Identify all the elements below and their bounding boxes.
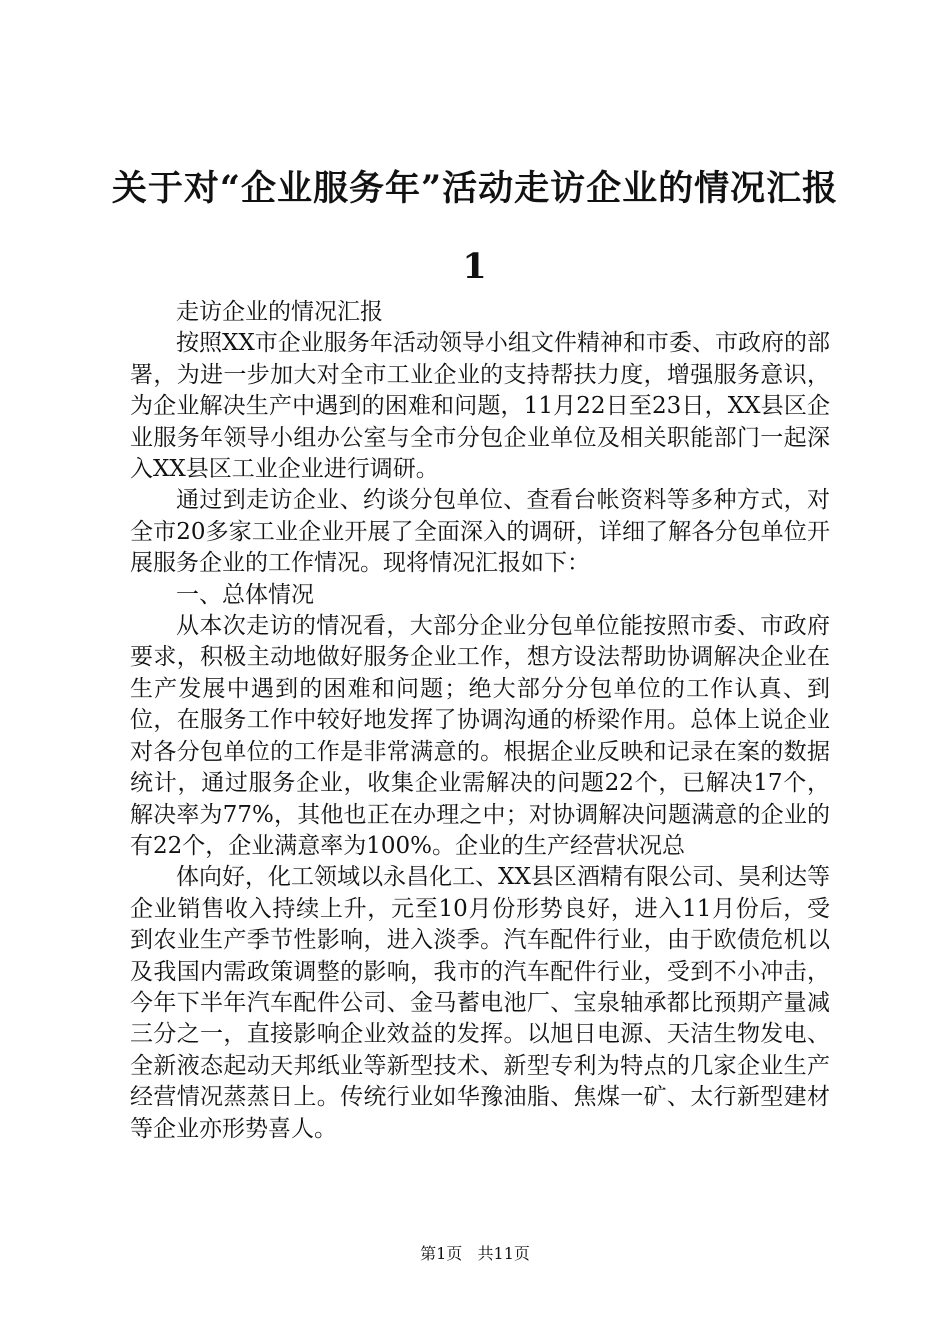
document-title: 关于对“企业服务年”活动走访企业的情况汇报1: [111, 168, 839, 287]
page-total: 共11页: [477, 1244, 530, 1263]
page-number: 第1页: [420, 1244, 463, 1263]
paragraph-industry: 体向好，化工领域以永昌化工、XX县区酒精有限公司、昊利达等企业销售收入持续上升，元至10月份形势良好，进入11月份后，受到农业生产季节性影响，进入淡季。汽车配件行业，由于欧债危机以及我国内需政策调整的影响，我市的汽车配件行业，受到不小冲击，今年下半年汽车配件公司、金马蓄电池厂、宝泉轴承都比预期产量减三分之一，直接影响企业效益的发挥。以旭日电源、天洁生物发电、全新液态起动天邦纸业等新型技术、新型专利为特点的几家企业生产经营情况蒸蒸日上。传统行业如华豫油脂、焦煤一矿、太行新型建材等企业亦形势喜人。: [130, 864, 830, 1142]
document-body: [130, 297, 830, 1145]
paragraph-overview: 从本次走访的情况看，大部分企业分包单位能按照市委、市政府要求，积极主动地做好服务企业工作，想方设法帮助协调解决企业在生产发展中遇到的困难和问题；绝大部分分包单位的工作认真、到位，在服务工作中较好地发挥了协调沟通的桥梁作用。总体上说企业对各分包单位的工作是非常满意的。根据企业反映和记录在案的数据统计，通过服务企业，收集企业需解决的问题22个，已解决17个，解决率为77%，其他也正在办理之中；对协调解决问题满意的企业的有22个，企业满意率为100%。企业的生产经营状况总: [130, 613, 830, 859]
page-footer: [0, 1243, 950, 1265]
paragraph-intro: 按照XX市企业服务年活动领导小组文件精神和市委、市政府的部署，为进一步加大对全市工业企业的支持帮扶力度，增强服务意识，为企业解决生产中遇到的困难和问题，11月22日至23日，XX县区企业服务年领导小组办公室与全市分包企业单位及相关职能部门一起深入XX县区工业企业进行调研。: [130, 330, 830, 483]
page-separator: [467, 1244, 472, 1263]
section-heading-overview: 一、总体情况: [176, 581, 314, 608]
paragraph-heading: 走访企业的情况汇报: [176, 299, 383, 325]
paragraph-method: 通过到走访企业、约谈分包单位、查看台帐资料等多种方式，对全市20多家工业企业开展了全面深入的调研，详细了解各分包单位开展服务企业的工作情况。现将情况汇报如下：: [130, 487, 830, 577]
